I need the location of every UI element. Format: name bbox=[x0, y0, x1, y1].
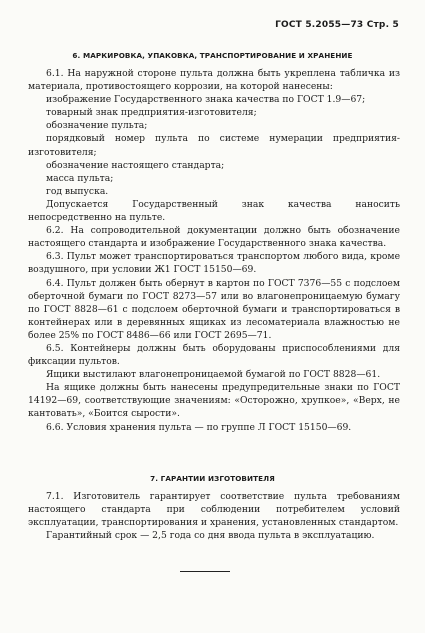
paragraph-warning-signs: На ящике должны быть нанесены предупредительные знаки по ГОСТ 14192—69, соответствующие значениям: «Осторожно, хрупкое», «Верх, не кантовать», «Боится сырости». bbox=[28, 382, 400, 420]
paragraph-6-3: 6.3. Пульт может транспортироваться транспортом любого вида, кроме воздушного, при условии Ж1 ГОСТ 15150—69. bbox=[28, 251, 400, 276]
paragraph-6-5: 6.5. Контейнеры должны быть оборудованы приспособлениями для фиксации пультов. bbox=[28, 342, 400, 368]
end-rule bbox=[180, 571, 230, 572]
list-item-serial-number: порядковый номер пульта по системе нумерации предприятия-изготовителя; bbox=[28, 133, 400, 158]
section-7-title: 7. ГАРАНТИИ ИЗГОТОВИТЕЛЯ bbox=[150, 474, 275, 483]
list-item-year: год выпуска. bbox=[46, 185, 109, 197]
paragraph-7-1: 7.1. Изготовитель гарантирует соответствие пульта требованиям настоящего стандарта при соблюдении потребителем условий эксплуатации, транспортирования и хранения, установленных стандартом. bbox=[28, 491, 400, 529]
paragraph-6-6: 6.6. Условия хранения пульта — по группе Л ГОСТ 15150—69. bbox=[46, 421, 352, 433]
section-6-title: 6. МАРКИРОВКА, УПАКОВКА, ТРАНСПОРТИРОВАНИЕ И ХРАНЕНИЕ bbox=[72, 51, 353, 60]
section-6-body bbox=[28, 67, 400, 434]
paragraph-boxes: Ящики выстилают влагонепроницаемой бумагой по ГОСТ 8828—61. bbox=[46, 369, 381, 381]
paragraph-warranty-period: Гарантийный срок — 2,5 года со дня ввода пульта в эксплуатацию. bbox=[46, 530, 375, 542]
list-item-quality-mark: изображение Государственного знака качества по ГОСТ 1.9—67; bbox=[46, 94, 366, 106]
section-7-body bbox=[28, 490, 400, 542]
list-item-trademark: товарный знак предприятия-изготовителя; bbox=[46, 107, 257, 119]
list-item-standard: обозначение настоящего стандарта; bbox=[46, 159, 225, 171]
list-item-designation: обозначение пульта; bbox=[46, 120, 148, 132]
paragraph-6-2: 6.2. На сопроводительной документации должно быть обозначение настоящего стандарта и изображение Государственного знака качества. bbox=[28, 225, 400, 250]
paragraph-quality-mark: Допускается Государственный знак качества наносить непосредственно на пульте. bbox=[28, 198, 400, 224]
page-header: ГОСТ 5.2055—73 Стр. 5 bbox=[275, 20, 399, 30]
paragraph-6-4: 6.4. Пульт должен быть обернут в картон по ГОСТ 7376—55 с подслоем оберточной бумаги по ГОСТ 8273—57 или во влагонепроницаемую бумагу по ГОСТ 8828—61 с подслоем оберточной бумаги и транспортироваться в контейнерах или в деревянных ящиках из лесоматериала влажностью не более 25% по ГОСТ 8486—66 или ГОСТ 2695—71. bbox=[28, 277, 400, 341]
paragraph-6-1: 6.1. На наружной стороне пульта должна быть укреплена табличка из материала, противостоящего коррозии, на которой нанесены: bbox=[28, 68, 400, 93]
list-item-mass: масса пульта; bbox=[46, 172, 114, 184]
